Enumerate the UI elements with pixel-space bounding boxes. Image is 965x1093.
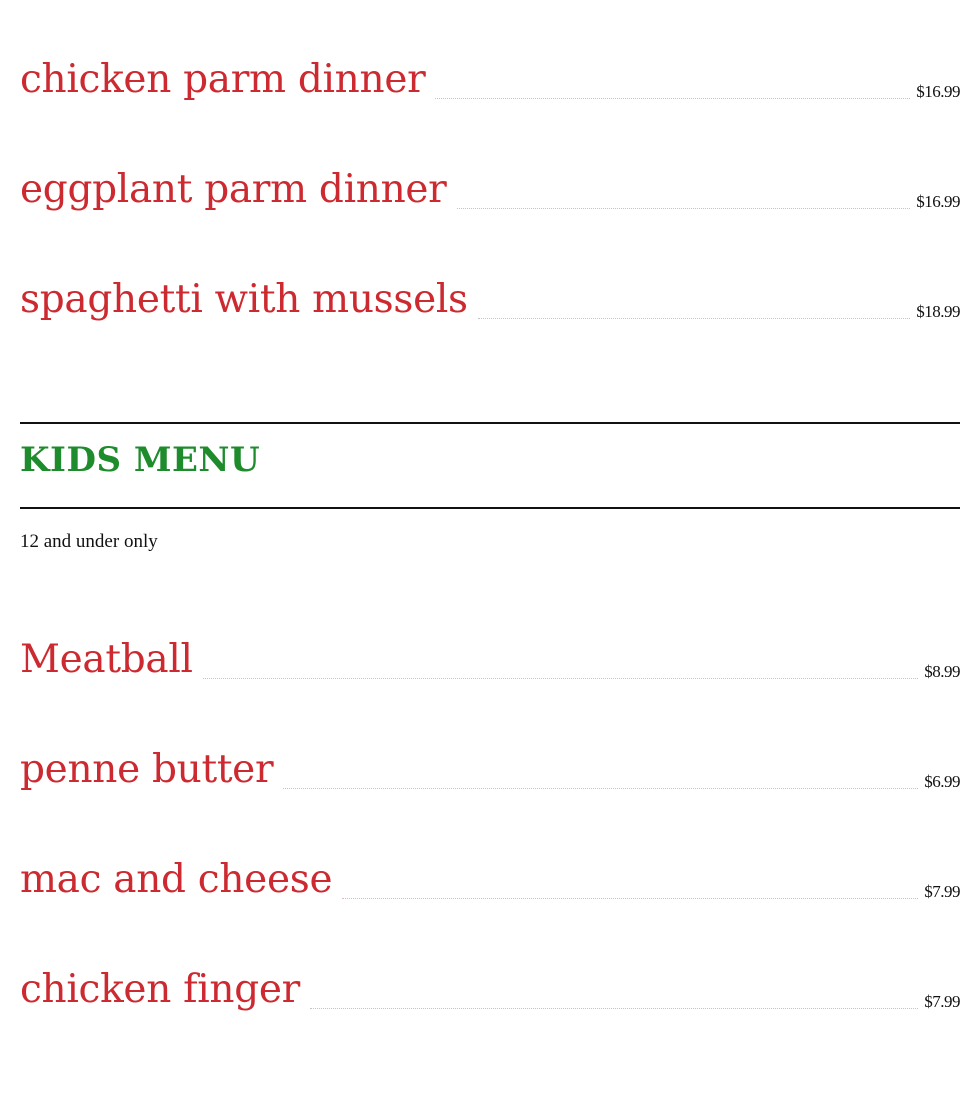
section-divider-bottom <box>20 507 960 509</box>
menu-item <box>20 265 960 325</box>
menu-item-price: $6.99 <box>924 772 960 791</box>
menu-item-price: $18.99 <box>916 302 960 321</box>
menu-item-price: $7.99 <box>924 992 960 1011</box>
menu-item <box>20 955 960 1015</box>
menu-item-name: chicken finger <box>20 967 301 1012</box>
menu-item-name: Meatball <box>20 637 193 682</box>
menu-item-name: chicken parm dinner <box>20 57 426 102</box>
dotted-leader <box>283 788 918 789</box>
menu-item <box>20 735 960 795</box>
dotted-leader <box>435 98 910 99</box>
menu-item-price: $16.99 <box>916 192 960 211</box>
menu-item <box>20 625 960 685</box>
menu-item-name: eggplant parm dinner <box>20 167 447 212</box>
menu-item <box>20 845 960 905</box>
menu-item <box>20 155 960 215</box>
menu-item-price: $16.99 <box>916 82 960 101</box>
section-title: KIDS MENU <box>20 440 261 480</box>
dotted-leader <box>478 318 911 319</box>
dotted-leader <box>203 678 919 679</box>
menu-item <box>20 45 960 105</box>
dotted-leader <box>457 208 911 209</box>
menu-item-price: $8.99 <box>924 662 960 681</box>
dotted-leader <box>342 898 918 899</box>
section-divider-top <box>20 422 960 424</box>
section-note: 12 and under only <box>20 531 158 552</box>
dotted-leader <box>310 1008 918 1009</box>
menu-item-name: mac and cheese <box>20 857 333 902</box>
menu-item-name: spaghetti with mussels <box>20 277 468 322</box>
menu-item-name: penne butter <box>20 747 274 792</box>
menu-item-price: $7.99 <box>924 882 960 901</box>
